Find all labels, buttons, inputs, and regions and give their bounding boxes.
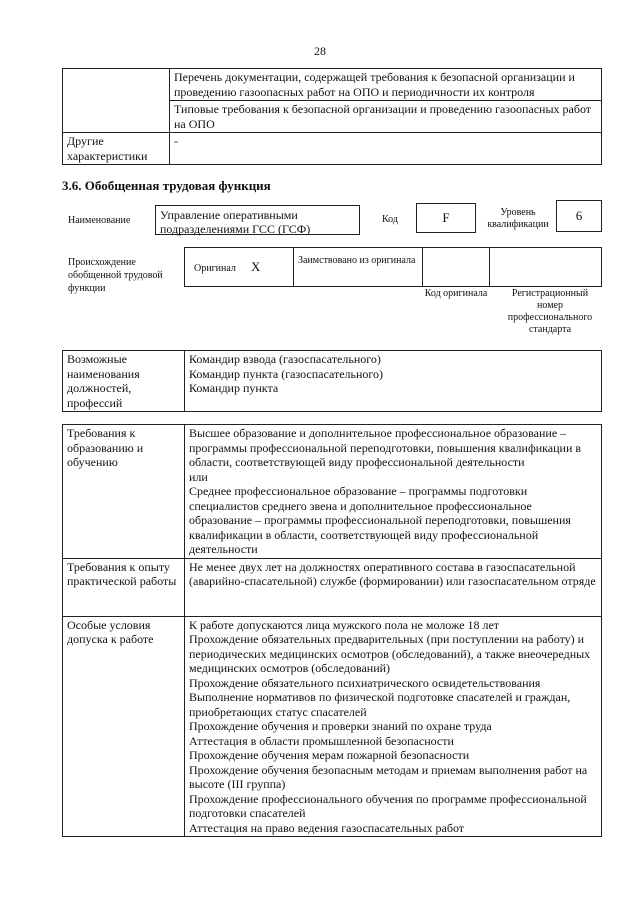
table-row [63,351,602,412]
list-item: Командир пункта (газоспасательного) [189,366,384,381]
requirements-table [62,424,602,837]
education-label: Требования к образованию и обучению [63,425,185,559]
table-row [63,425,602,559]
divider [293,247,294,287]
origin-box [184,247,602,287]
name-label: Наименование [68,215,131,226]
origin-label: Происхождение обобщенной трудовой функции [68,257,163,294]
reg-caption: Регистрационный номер профессионального стандарта [507,288,593,335]
table-row [63,558,602,616]
page-number: 28 [314,44,326,58]
positions-list [185,351,602,412]
experience-label: Требования к опыту практической работы [63,558,185,616]
experience-value [185,558,602,616]
code-label: Код [382,214,398,225]
table-cell-label: Другие характеристики [63,133,170,165]
function-name: Управление оперативными подразделениями ГСС (ГСФ) [155,205,360,235]
code-caption: Код оригинала [424,288,488,299]
text-line: Высшее образование и дополнительное профессиональное образование – программы профессиональной переподготовки, повышения квалификации в области, соответствующей виду профессиональной деятельности [189,426,582,469]
text-line: Прохождение обучения мерам пожарной безопасности [189,748,470,762]
list-item: Командир взвода (газоспасательного) [189,352,381,366]
education-value [185,425,602,559]
text-line: Прохождение обязательных предварительных (при поступлении на работу) и периодических медицинских осмотров (обследований), а также внеочередных медицинских осмотров (обследований) [189,632,591,675]
text-line: Выполнение нормативов по физической подготовке спасателей и граждан, приобретающих статус спасателей [189,690,571,719]
top-table [62,68,602,165]
positions-label: Возможные наименования должностей, профессий [63,351,185,412]
table-cell: Типовые требования к безопасной организации и проведению газоопасных работ на ОПО [170,101,602,133]
table-row [63,69,602,101]
code-value: F [416,203,476,233]
table-row [63,616,602,837]
level-label: Уровень квалификации [487,207,549,230]
table-row [63,133,602,165]
text-line: Прохождение обучения безопасным методам и приемам выполнения работ на высоте (III группа) [189,762,588,791]
text-line: Среднее профессиональное образование – программы подготовки специалистов среднего звена и дополнительное профессиональное образование – программы профессиональной переподготовки, повышения квалификации в области, соответствующей виду профессиональной деятельности [189,484,571,556]
divider [422,247,423,287]
text-line: Аттестация в области промышленной безопасности [189,733,454,748]
divider [489,247,490,287]
list-item: Командир пункта [189,381,279,395]
level-value: 6 [556,200,602,232]
section-heading: 3.6. Обобщенная трудовая функция [62,178,271,193]
text-line: Прохождение обучения и проверки знаний по охране труда [189,719,492,733]
empty-cell [63,69,170,133]
text-line: К работе допускаются лица мужского пола не моложе 18 лет [189,617,500,632]
text-line: или [189,469,208,484]
table-cell: Перечень документации, содержащей требования к безопасной организации и проведению газоопасных работ на ОПО и периодичности их контроля [170,69,602,101]
original-label: Оригинал [194,263,236,274]
original-mark: X [251,259,261,274]
conditions-label: Особые условия допуска к работе [63,616,185,837]
text-line: Не менее двух лет на должностях оперативного состава в газоспасательной (аварийно-спасательной) службе (формировании) или газоспасательном отряде [189,559,596,588]
text-line: Аттестация на право ведения газоспасательных работ [189,820,465,835]
positions-table [62,350,602,412]
text-line: Прохождение обязательного психиатрического освидетельствования [189,675,541,690]
text-line: Прохождение профессионального обучения по программе профессиональной подготовки спасателей [189,791,587,820]
conditions-value [185,616,602,837]
borrowed-label: Заимствовано из оригинала [298,255,416,266]
table-cell: - [170,133,602,165]
